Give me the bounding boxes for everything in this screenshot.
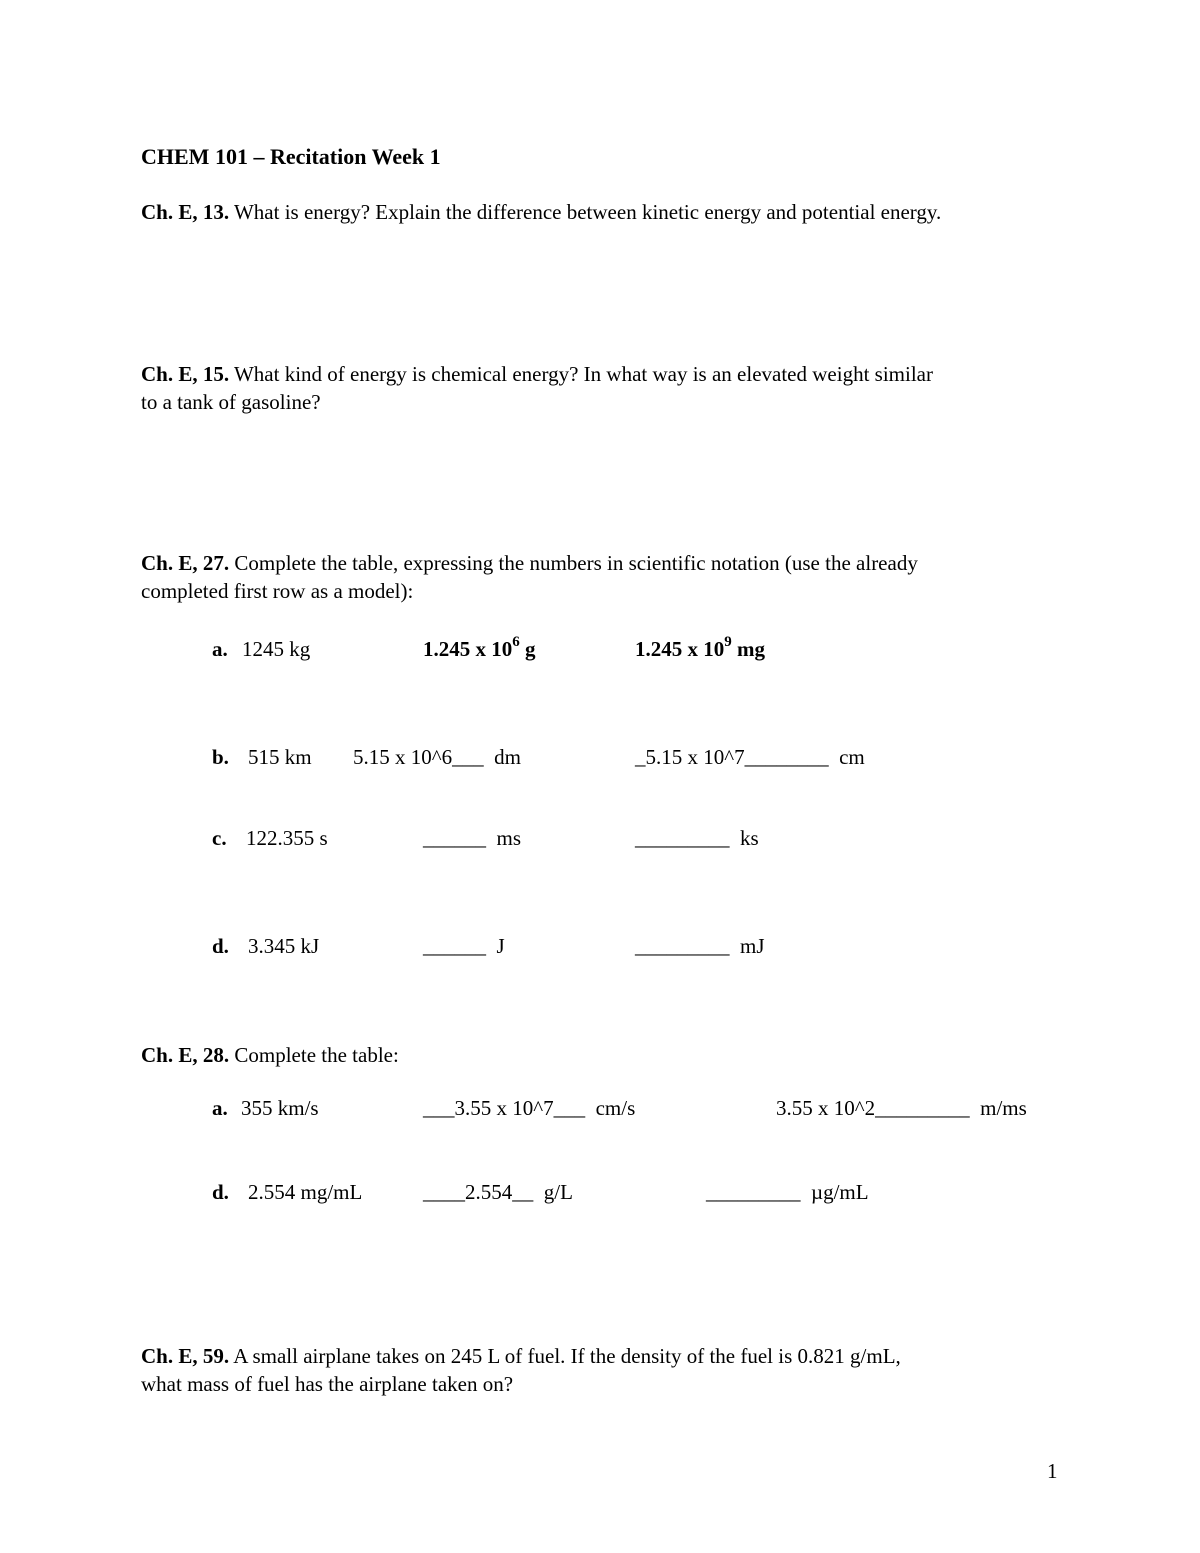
- answer-col3: _5.15 x 10^7________ cm: [635, 745, 865, 769]
- given-value: 1245 kg: [242, 637, 311, 661]
- question-text: What kind of energy is chemical energy? In what way is an elevated weight similar: [233, 362, 933, 386]
- question-label: Ch. E, 27.: [141, 551, 230, 575]
- given-value: 355 km/s: [241, 1096, 319, 1120]
- row-letter: a.: [212, 637, 228, 661]
- question-28: [141, 1041, 1071, 1069]
- row-letter: d.: [212, 1180, 229, 1204]
- given-value: 122.355 s: [246, 826, 328, 850]
- question-label: Ch. E, 28.: [141, 1043, 230, 1067]
- given-value: 515 km: [248, 745, 312, 769]
- given-value: 3.345 kJ: [248, 934, 320, 958]
- answer-col3: 1.245 x $10^9$ mg: [635, 634, 765, 661]
- answer-col3: _________ mJ: [635, 934, 765, 958]
- question-text: Complete the table, expressing the numbers in scientific notation (use the already: [234, 551, 918, 575]
- question-text: completed first row as a model):: [141, 579, 414, 603]
- row-letter: d.: [212, 934, 229, 958]
- question-text: what mass of fuel has the airplane taken on?: [141, 1372, 514, 1396]
- answer-col2: ______ J: [423, 934, 505, 958]
- question-label: Ch. E, 59.: [141, 1344, 230, 1368]
- question-text: Complete the table:: [234, 1043, 399, 1067]
- answer-col2: 5.15 x 10^6___ dm: [353, 745, 521, 769]
- answer-col2: ___3.55 x 10^7___ cm/s: [423, 1096, 636, 1120]
- answer-col3: 3.55 x 10^2_________ m/ms: [776, 1096, 1027, 1120]
- answer-col3: _________ ks: [635, 826, 759, 850]
- question-15: [141, 360, 1071, 416]
- question-27: [141, 549, 1071, 605]
- answer-col2: ______ ms: [423, 826, 522, 850]
- question-text: to a tank of gasoline?: [141, 390, 321, 414]
- question-label: Ch. E, 15.: [141, 362, 230, 386]
- row-letter: a.: [212, 1096, 228, 1120]
- question-text: What is energy? Explain the difference between kinetic energy and potential energy.: [233, 200, 942, 224]
- question-13: [141, 198, 1071, 226]
- page-number: 1: [1047, 1459, 1058, 1483]
- question-text: A small airplane takes on 245 L of fuel. If the density of the fuel is 0.821 g/mL,: [233, 1344, 901, 1368]
- answer-col2: 1.245 x $10^6$ g: [423, 634, 536, 661]
- row-letter: c.: [212, 826, 227, 850]
- question-59: [141, 1342, 1071, 1398]
- question-label: Ch. E, 13.: [141, 200, 230, 224]
- answer-col2: ____2.554__ g/L: [423, 1180, 573, 1204]
- row-letter: b.: [212, 745, 229, 769]
- given-value: 2.554 mg/mL: [248, 1180, 363, 1204]
- page-title: CHEM 101 – Recitation Week 1: [141, 144, 441, 169]
- answer-col3: _________ µg/mL: [706, 1180, 869, 1204]
